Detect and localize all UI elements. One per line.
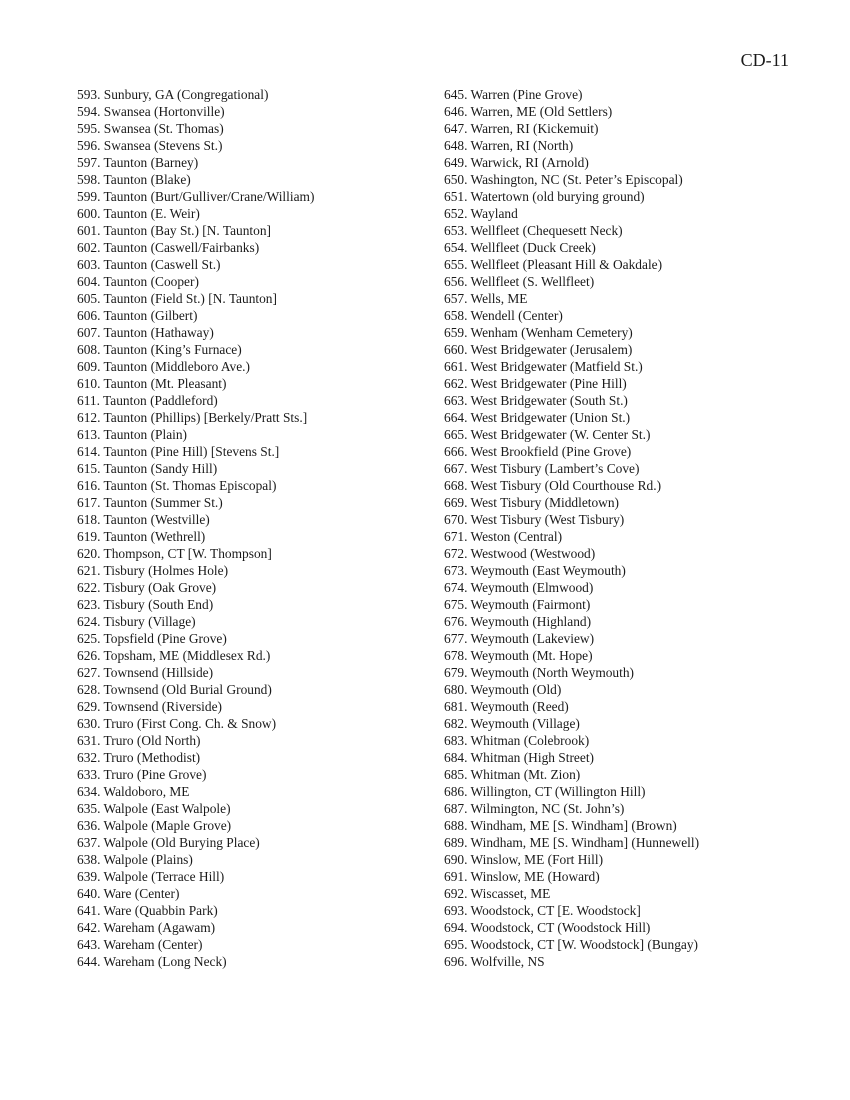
cemetery-list-item: 638. Walpole (Plains) <box>77 852 193 867</box>
cemetery-list-item: 630. Truro (First Cong. Ch. & Snow) <box>77 716 277 731</box>
cemetery-list-item: 633. Truro (Pine Grove) <box>77 767 207 782</box>
cemetery-list-item: 643. Wareham (Center) <box>77 937 203 952</box>
cemetery-list-item: 655. Wellfleet (Pleasant Hill & Oakdale) <box>444 257 663 272</box>
cemetery-list-item: 595. Swansea (St. Thomas) <box>77 121 224 136</box>
cemetery-list-item: 691. Winslow, ME (Howard) <box>444 869 600 884</box>
cemetery-list-item: 674. Weymouth (Elmwood) <box>444 580 594 595</box>
cemetery-list-item: 660. West Bridgewater (Jerusalem) <box>444 342 633 357</box>
cemetery-list-item: 594. Swansea (Hortonville) <box>77 104 225 119</box>
cemetery-list-item: 629. Townsend (Riverside) <box>77 699 222 714</box>
cemetery-list-item: 651. Watertown (old burying ground) <box>444 189 645 204</box>
cemetery-list-item: 616. Taunton (St. Thomas Episcopal) <box>77 478 277 493</box>
cemetery-list-item: 608. Taunton (King’s Furnace) <box>77 342 242 357</box>
cemetery-list-item: 640. Ware (Center) <box>77 886 180 901</box>
cemetery-list-item: 678. Weymouth (Mt. Hope) <box>444 648 593 663</box>
cemetery-list-item: 604. Taunton (Cooper) <box>77 274 199 289</box>
cemetery-list-item: 615. Taunton (Sandy Hill) <box>77 461 218 476</box>
cemetery-list-item: 600. Taunton (E. Weir) <box>77 206 200 221</box>
cemetery-list-item: 605. Taunton (Field St.) [N. Taunton] <box>77 291 277 306</box>
cemetery-list-item: 614. Taunton (Pine Hill) [Stevens St.] <box>77 444 280 459</box>
cemetery-list-item: 653. Wellfleet (Chequesett Neck) <box>444 223 623 238</box>
cemetery-list-item: 625. Topsfield (Pine Grove) <box>77 631 227 646</box>
cemetery-list-item: 656. Wellfleet (S. Wellfleet) <box>444 274 595 289</box>
cemetery-list-item: 686. Willington, CT (Willington Hill) <box>444 784 646 799</box>
cemetery-list-item: 681. Weymouth (Reed) <box>444 699 569 714</box>
cemetery-list-item: 689. Windham, ME [S. Windham] (Hunnewell) <box>444 835 700 850</box>
cemetery-list-item: 612. Taunton (Phillips) [Berkely/Pratt Sts.] <box>77 410 308 425</box>
cemetery-list-item: 652. Wayland <box>444 206 518 221</box>
cemetery-list-item: 617. Taunton (Summer St.) <box>77 495 223 510</box>
cemetery-list-item: 641. Ware (Quabbin Park) <box>77 903 218 918</box>
cemetery-list-item: 618. Taunton (Westville) <box>77 512 210 527</box>
cemetery-list-item: 607. Taunton (Hathaway) <box>77 325 214 340</box>
cemetery-list-item: 685. Whitman (Mt. Zion) <box>444 767 581 782</box>
cemetery-list-item: 683. Whitman (Colebrook) <box>444 733 590 748</box>
cemetery-list-item: 671. Weston (Central) <box>444 529 563 544</box>
cemetery-list-item: 637. Walpole (Old Burying Place) <box>77 835 260 850</box>
cemetery-list-item: 675. Weymouth (Fairmont) <box>444 597 591 612</box>
cemetery-list-item: 627. Townsend (Hillside) <box>77 665 214 680</box>
cemetery-list-item: 665. West Bridgewater (W. Center St.) <box>444 427 651 442</box>
cemetery-list-item: 635. Walpole (East Walpole) <box>77 801 231 816</box>
cemetery-list-item: 688. Windham, ME [S. Windham] (Brown) <box>444 818 677 833</box>
cemetery-list-item: 684. Whitman (High Street) <box>444 750 594 765</box>
cemetery-list-item: 631. Truro (Old North) <box>77 733 201 748</box>
cemetery-list-item: 649. Warwick, RI (Arnold) <box>444 155 589 170</box>
cemetery-list-item: 663. West Bridgewater (South St.) <box>444 393 628 408</box>
cemetery-list-item: 646. Warren, ME (Old Settlers) <box>444 104 613 119</box>
cemetery-list-item: 662. West Bridgewater (Pine Hill) <box>444 376 627 391</box>
cemetery-list-item: 634. Waldoboro, ME <box>77 784 190 799</box>
cemetery-list-item: 602. Taunton (Caswell/Fairbanks) <box>77 240 260 255</box>
cemetery-list-item: 661. West Bridgewater (Matfield St.) <box>444 359 643 374</box>
cemetery-list-item: 657. Wells, ME <box>444 291 528 306</box>
cemetery-list-item: 676. Weymouth (Highland) <box>444 614 592 629</box>
cemetery-list-item: 668. West Tisbury (Old Courthouse Rd.) <box>444 478 662 493</box>
cemetery-list-item: 626. Topsham, ME (Middlesex Rd.) <box>77 648 271 663</box>
cemetery-list-item: 687. Wilmington, NC (St. John’s) <box>444 801 625 816</box>
cemetery-list-item: 647. Warren, RI (Kickemuit) <box>444 121 599 136</box>
cemetery-list-item: 695. Woodstock, CT [W. Woodstock] (Bungay) <box>444 937 698 952</box>
cemetery-list-item: 682. Weymouth (Village) <box>444 716 580 731</box>
cemetery-list-item: 628. Townsend (Old Burial Ground) <box>77 682 272 697</box>
cemetery-list-item: 622. Tisbury (Oak Grove) <box>77 580 217 595</box>
cemetery-list-item: 696. Wolfville, NS <box>444 954 545 969</box>
cemetery-list-item: 669. West Tisbury (Middletown) <box>444 495 619 510</box>
cemetery-list-item: 667. West Tisbury (Lambert’s Cove) <box>444 461 640 476</box>
cemetery-list-item: 597. Taunton (Barney) <box>77 155 199 170</box>
cemetery-list-item: 601. Taunton (Bay St.) [N. Taunton] <box>77 223 272 238</box>
cemetery-list-item: 672. Westwood (Westwood) <box>444 546 596 561</box>
cemetery-list-item: 623. Tisbury (South End) <box>77 597 214 612</box>
cemetery-list-item: 644. Wareham (Long Neck) <box>77 954 227 969</box>
cemetery-list-item: 613. Taunton (Plain) <box>77 427 188 442</box>
cemetery-list-item: 693. Woodstock, CT [E. Woodstock] <box>444 903 641 918</box>
cemetery-list-item: 639. Walpole (Terrace Hill) <box>77 869 225 884</box>
cemetery-list-item: 642. Wareham (Agawam) <box>77 920 216 935</box>
cemetery-list-item: 609. Taunton (Middleboro Ave.) <box>77 359 250 374</box>
cemetery-list-item: 632. Truro (Methodist) <box>77 750 201 765</box>
cemetery-list-item: 690. Winslow, ME (Fort Hill) <box>444 852 604 867</box>
page-number: CD-11 <box>740 50 789 70</box>
cemetery-list-item: 692. Wiscasset, ME <box>444 886 551 901</box>
cemetery-list-item: 599. Taunton (Burt/Gulliver/Crane/William) <box>77 189 315 204</box>
cemetery-list-item: 603. Taunton (Caswell St.) <box>77 257 221 272</box>
cemetery-list-item: 610. Taunton (Mt. Pleasant) <box>77 376 227 391</box>
cemetery-list-item: 596. Swansea (Stevens St.) <box>77 138 223 153</box>
cemetery-list-item: 598. Taunton (Blake) <box>77 172 191 187</box>
left-column-list <box>77 86 314 970</box>
cemetery-list-item: 593. Sunbury, GA (Congregational) <box>77 87 269 102</box>
cemetery-list-item: 645. Warren (Pine Grove) <box>444 87 583 102</box>
cemetery-list-item: 624. Tisbury (Village) <box>77 614 196 629</box>
cemetery-list-item: 654. Wellfleet (Duck Creek) <box>444 240 596 255</box>
cemetery-list-item: 680. Weymouth (Old) <box>444 682 562 697</box>
cemetery-list-item: 620. Thompson, CT [W. Thompson] <box>77 546 272 561</box>
cemetery-list-item: 679. Weymouth (North Weymouth) <box>444 665 635 680</box>
cemetery-list-item: 670. West Tisbury (West Tisbury) <box>444 512 625 527</box>
cemetery-list-item: 619. Taunton (Wethrell) <box>77 529 206 544</box>
cemetery-list-item: 664. West Bridgewater (Union St.) <box>444 410 631 425</box>
cemetery-list-item: 659. Wenham (Wenham Cemetery) <box>444 325 633 340</box>
right-column-list <box>444 86 699 970</box>
cemetery-list-item: 666. West Brookfield (Pine Grove) <box>444 444 632 459</box>
cemetery-list-item: 677. Weymouth (Lakeview) <box>444 631 595 646</box>
cemetery-list-item: 636. Walpole (Maple Grove) <box>77 818 232 833</box>
cemetery-list-item: 611. Taunton (Paddleford) <box>77 393 218 408</box>
cemetery-list-item: 621. Tisbury (Holmes Hole) <box>77 563 229 578</box>
cemetery-list-item: 650. Washington, NC (St. Peter’s Episcopal) <box>444 172 683 187</box>
cemetery-list-item: 658. Wendell (Center) <box>444 308 563 323</box>
cemetery-list-item: 694. Woodstock, CT (Woodstock Hill) <box>444 920 651 935</box>
cemetery-list-item: 606. Taunton (Gilbert) <box>77 308 198 323</box>
cemetery-list-item: 648. Warren, RI (North) <box>444 138 574 153</box>
cemetery-list-item: 673. Weymouth (East Weymouth) <box>444 563 626 578</box>
